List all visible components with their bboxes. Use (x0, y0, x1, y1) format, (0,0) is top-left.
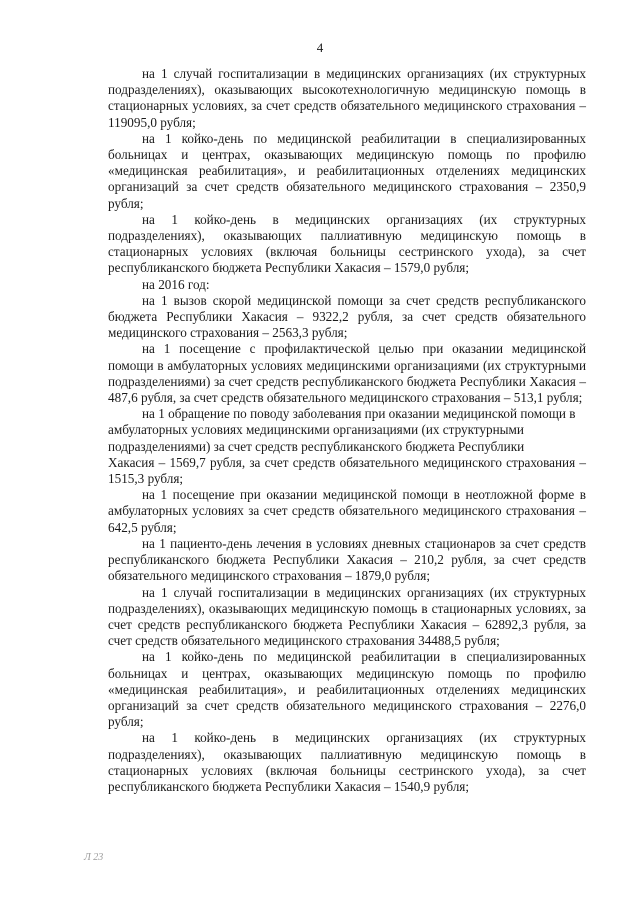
page-number: 4 (316, 40, 324, 55)
paragraph: на 1 койко-день по медицинской реабилитации в специализированных больницах и центрах, оказывающих медицинскую помощь по профилю «медицинская реабилитация», и реабилитационных отделениях медицинских организаций за счет средств обязательного медицинского страхования – 2276,0 рубля; (108, 649, 586, 730)
paragraph-continuation: Хакасия – 1569,7 рубля, за счет средств обязательного медицинского страхования – 1515,3 рубля; (108, 454, 586, 487)
paragraph: на 1 случай госпитализации в медицинских организациях (их структурных подразделениях), оказывающих высокотехнологичную медицинскую помощь в стационарных условиях, за счет средств обязательного медицинского страхования – 119095,0 рубля; (108, 66, 586, 130)
paragraph: на 1 койко-день по медицинской реабилитации в специализированных больницах и центрах, оказывающих медицинскую помощь по профилю «медицинская реабилитация», и реабилитационных отделениях медицинских организаций за счет средств обязательного медицинского страхования – 2350,9 рубля; (108, 130, 586, 211)
paragraph: на 1 вызов скорой медицинской помощи за счет средств республиканского бюджета Республики Хакасия – 9322,2 рубля, за счет средств обязательного медицинского страхования – 2563,3 рубля; (108, 292, 586, 341)
paragraph: на 1 койко-день в медицинских организациях (их структурных подразделениях), оказывающих паллиативную медицинскую помощь в стационарных условиях (включая больницы сестринского ухода), за счет республиканского бюджета Республики Хакасия – 1540,9 рубля; (108, 730, 586, 794)
document-body (108, 66, 586, 795)
paragraph: на 1 случай госпитализации в медицинских организациях (их структурных подразделениях), оказывающих медицинскую помощь в стационарных условиях, за счет средств республиканского бюджета Республики Хакасия – 62892,3 рубля, за счет средств обязательного медицинского страхования 34488,5 рубля; (108, 584, 586, 649)
handwritten-mark: Л 23 (84, 852, 104, 863)
paragraph: на 1 обращение по поводу заболевания при оказании медицинской помощи в амбулаторных условиях медицинскими организациями (их структурными подразделениями) за счет средств республиканского бюджета Республики (108, 406, 576, 454)
paragraph: на 1 койко-день в медицинских организациях (их структурных подразделениях), оказывающих паллиативную медицинскую помощь в стационарных условиях (включая больницы сестринского ухода), за счет республиканского бюджета Республики Хакасия – 1579,0 рубля; (108, 211, 586, 276)
section-heading: на 2016 год: (142, 276, 210, 292)
paragraph: на 1 пациенто-день лечения в условиях дневных стационаров за счет средств республиканского бюджета Республики Хакасия – 210,2 рубля, за счет средств обязательного медицинского страхования – 1879,0 рубля; (108, 535, 586, 584)
paragraph: на 1 посещение при оказании медицинской помощи в неотложной форме в амбулаторных условиях за счет средств обязательного медицинского страхования – 642,5 рубля; (108, 487, 586, 535)
paragraph: на 1 посещение с профилактической целью при оказании медицинской помощи в амбулаторных условиях медицинскими организациями (их структурными подразделениями) за счет средств республиканского бюджета Республики Хакасия – 487,6 рубля, за счет средств обязательного медицинского страхования – 513,1 рубля; (108, 341, 586, 406)
